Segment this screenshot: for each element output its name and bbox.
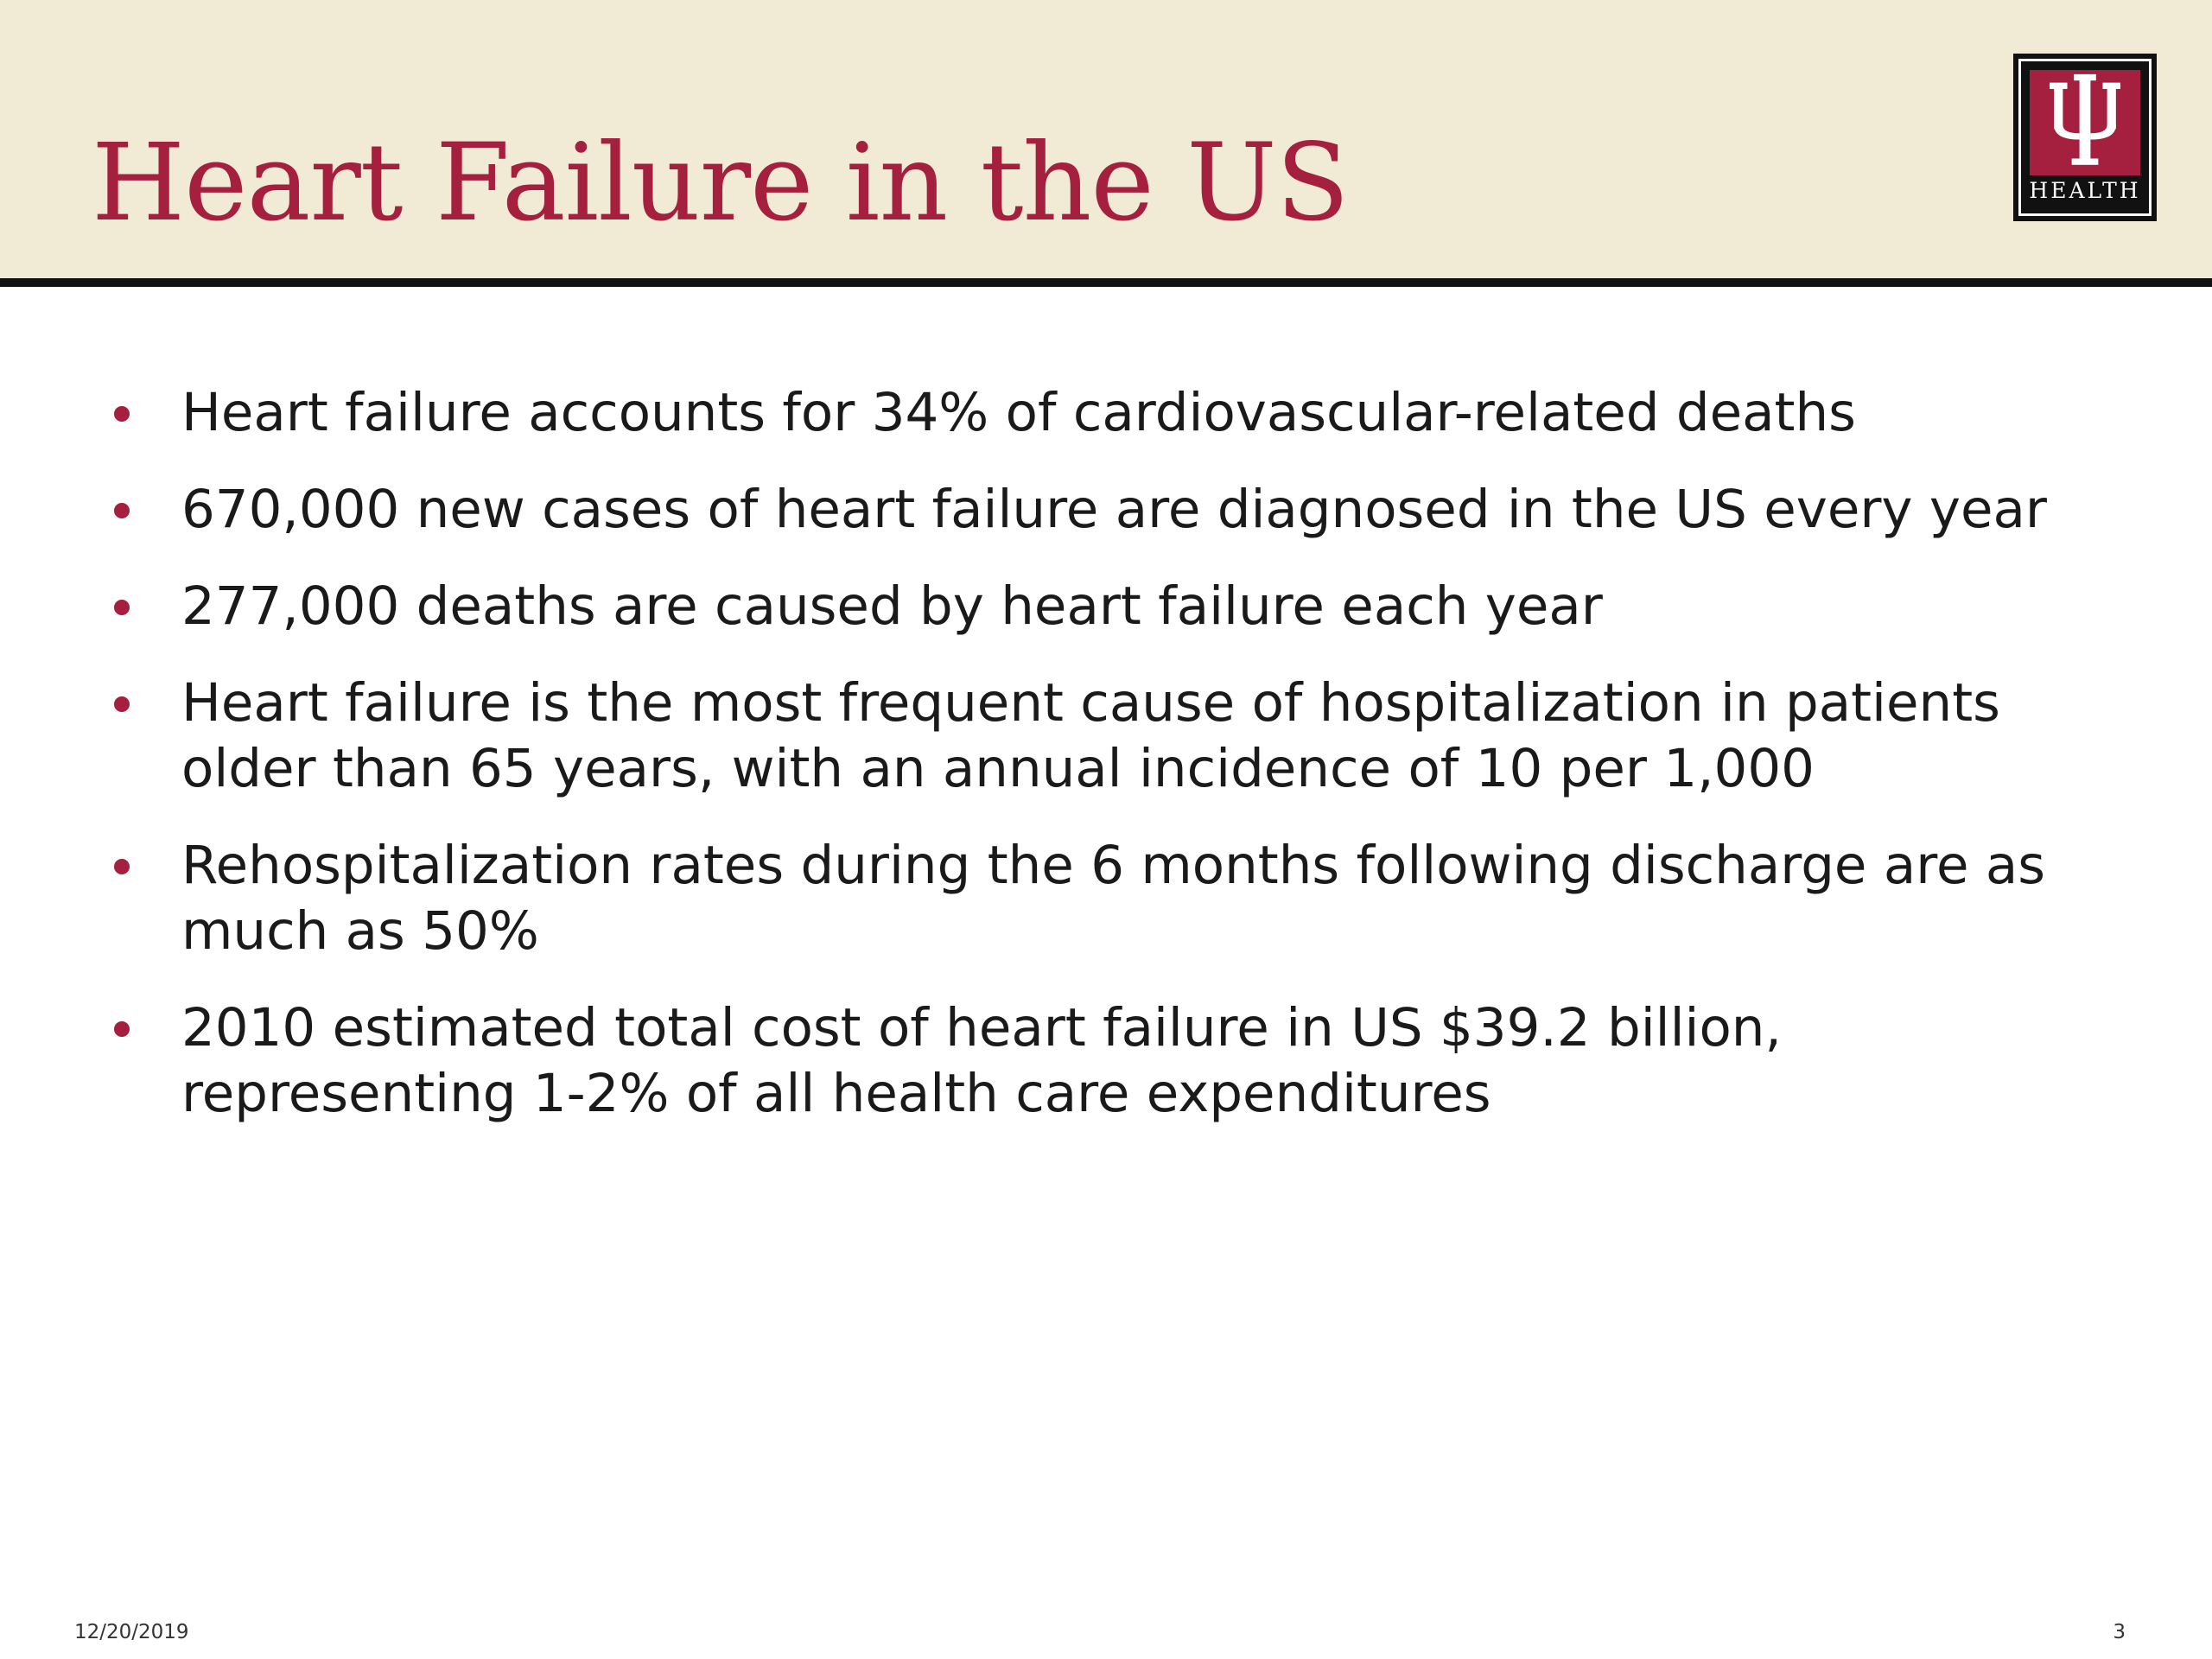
- bullet-item: [181, 380, 2117, 446]
- bullet-dot-icon: [114, 503, 130, 518]
- page-number: 3: [2113, 1621, 2126, 1643]
- bullet-item: [181, 995, 2117, 1127]
- bullet-item: [181, 833, 2117, 964]
- bullet-text: 2010 estimated total cost of heart failure in US $39.2 billion, representing 1-2% of all health care expenditures: [181, 997, 1782, 1124]
- bullet-item: [181, 477, 2117, 543]
- iu-health-logo: [2013, 54, 2157, 221]
- iu-trident-logo-icon: [2030, 70, 2140, 175]
- bullet-item: [181, 574, 2117, 639]
- bullet-text: Rehospitalization rates during the 6 months following discharge are as much as 50%: [181, 835, 2046, 962]
- slide-title: Heart Failure in the US: [92, 121, 1349, 245]
- bullet-text: 277,000 deaths are caused by heart failure each year: [181, 575, 1603, 637]
- bullet-dot-icon: [114, 600, 130, 615]
- bullet-list: [181, 380, 2117, 1158]
- bullet-dot-icon: [114, 859, 130, 874]
- bullet-text: Heart failure accounts for 34% of cardiovascular-related deaths: [181, 382, 1856, 443]
- logo-text: HEALTH: [2029, 178, 2141, 203]
- bullet-dot-icon: [114, 406, 130, 422]
- bullet-dot-icon: [114, 1021, 130, 1037]
- header-divider: [0, 278, 2212, 287]
- logo-frame: [2018, 59, 2152, 216]
- footer-date: 12/20/2019: [74, 1621, 189, 1643]
- bullet-text: 670,000 new cases of heart failure are diagnosed in the US every year: [181, 479, 2048, 540]
- bullet-item: [181, 671, 2117, 802]
- bullet-dot-icon: [114, 696, 130, 712]
- bullet-text: Heart failure is the most frequent cause of hospitalization in patients older than 65 years, with an annual incidence of 10 per 1,000: [181, 672, 2000, 799]
